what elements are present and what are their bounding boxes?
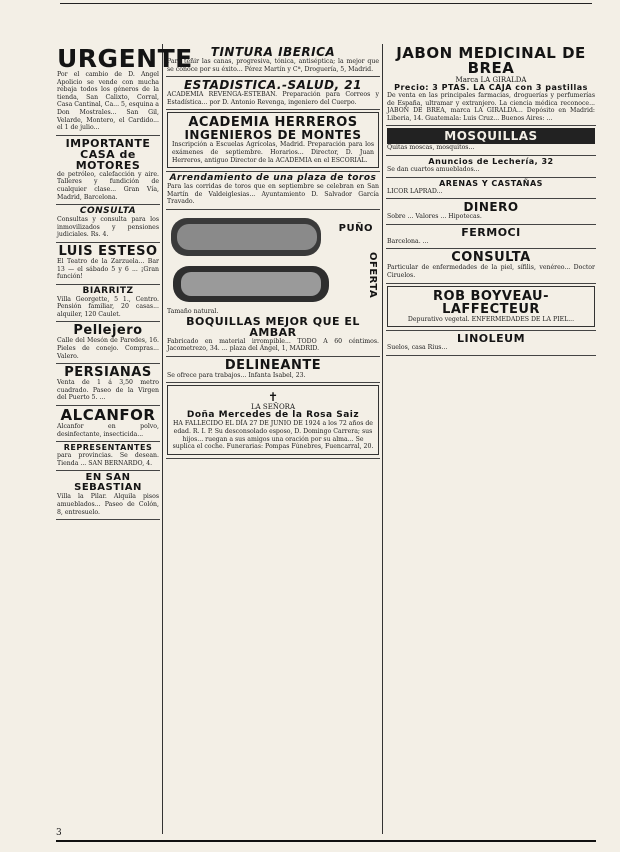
ad-text: Villa Georgette, 5 1., Centro. Pensión familiar, 20 casas... alquiler, 120 Caulet. xyxy=(57,295,159,318)
ad-text: de petróleo, calefacción y aire. Talleres y fundición de cualquier clase... Gran Vía, Madrid, Barcelona. xyxy=(57,170,159,201)
ad-title: CONSULTA xyxy=(451,250,531,266)
ad-title: LINOLEUM xyxy=(456,332,526,346)
ad-text: Quitas moscas, mosquitos... xyxy=(387,144,475,152)
ad-text: para provincias. Se desean. Tienda ... SAN BERNARDO, 4. xyxy=(57,452,159,467)
ad-urgente xyxy=(56,44,193,136)
ad-title: IMPORTANTE CASA de MOTORES xyxy=(65,136,151,172)
ad-text: Para teñir las canas, progresiva, tónica, antiséptica; la mejor que se conoce por su éxito... Pérez Martín y Cª, Droguería, 5, Madrid. xyxy=(167,58,379,73)
ad-alcanfor xyxy=(56,406,160,442)
ad-jabon-brea xyxy=(386,44,596,126)
bottom-rule xyxy=(56,840,596,842)
notice-pre: LA SEÑORA xyxy=(250,403,296,412)
ad-title: ACADEMIA HERREROS xyxy=(188,115,358,131)
column-2 xyxy=(166,44,380,834)
ad-title: ESTADISTICA.-SALUD, 21 xyxy=(183,78,362,93)
ad-estadistica xyxy=(166,77,380,110)
ad-text: De venta en las principales farmacias, droguerías y perfumerías de España, ultramar y extranjero. La ciencia médica reconoce... JABON DE BREA, marca LA GIRALDA... Depósito en Madrid: Liberia, 14. Guatemala: Luis Cruz... Buenos Aires: ... xyxy=(387,92,595,122)
ad-text: Villa la Pilar. Alquila pisos amueblados... Paseo de Colón, 8, entresuelo. xyxy=(57,493,159,516)
ad-text: Particular de enfermedades de la piel, sífilis, venéreo... Doctor Ciruelos. xyxy=(387,264,595,279)
image-caption: Tamaño natural. xyxy=(167,307,219,315)
ad-text: El Teatro de la Zarzuela... Bar 13 — el sábado 5 y 6 ... ¡Gran función! xyxy=(57,257,159,281)
ad-text: Se ofrece para trabajos... Infanta Isabel, 23. xyxy=(167,371,306,379)
ad-lecheria xyxy=(386,156,596,178)
ad-title: BOQUILLAS MEJOR QUE EL AMBAR xyxy=(186,314,360,339)
ad-text: Fabricado en material irrompible... TODO A 60 céntimos. Jacometrezo, 34. ... plaza del Ángel, 1, MADRID. xyxy=(167,337,379,353)
ad-subtitle: INGENIEROS DE MONTES xyxy=(184,128,362,143)
ad-biarritz xyxy=(56,285,160,323)
ad-title: TINTURA IBERICA xyxy=(210,45,336,59)
top-rule xyxy=(60,3,592,4)
ad-title: PERSIANAS xyxy=(64,365,152,381)
ad-representantes xyxy=(56,442,160,471)
ad-text: Depurativo vegetal. ENFERMEDADES DE LA PIEL... xyxy=(407,315,575,323)
cross-icon: ✝ xyxy=(267,390,279,405)
ad-consulta xyxy=(386,249,596,283)
column-3 xyxy=(386,44,596,834)
ad-title: Pellejero xyxy=(73,323,143,339)
ad-title: REPRESENTANTES xyxy=(63,443,153,453)
ad-persianas xyxy=(56,364,160,406)
ad-title: ALCANFOR xyxy=(60,406,156,425)
ad-text: Consultas y consulta para los inmovilizados y pensiones judiciales. Rs. 4. xyxy=(57,216,159,239)
ad-title: CONSULTA xyxy=(79,206,137,217)
notice-text: HA FALLECIDO EL DÍA 27 DE JUNIO DE 1924 a los 72 años de edad. R. I. P. Su desconsolado esposo, D. Domingo Carrera; sus hijos... ruegan a sus amigos una oración por su alma... Se suplica el coche. Funerarias: Pompas Fúnebres, Fuencarral, 20. xyxy=(172,420,374,451)
cigarette-holder-illustration xyxy=(167,212,335,308)
ad-text: Se dan cuartos amueblados... xyxy=(387,165,480,173)
column-divider xyxy=(382,44,383,834)
ad-text: Inscripción a Escuelas Agrícolas, Madrid. Preparación para los exámenes de septiembre. Horarios... Director, D. Juan Herreros, antiguo Director de la ACADEMIA en el ESCORIAL. xyxy=(172,141,374,164)
ad-title: Arrendamiento de una plaza de toros xyxy=(169,173,377,184)
ad-academia xyxy=(166,110,380,172)
column-divider xyxy=(162,44,163,834)
death-notice xyxy=(166,383,380,458)
ad-licor xyxy=(386,178,596,200)
ad-brand: Marca LA GIRALDA xyxy=(455,76,527,84)
ad-title: MOSQUILLAS xyxy=(387,128,595,144)
ad-text: Venta de 1 á 3,50 metro cuadrado. Paseo de la Virgen del Puerto 5. ... xyxy=(57,379,159,402)
ad-dinero xyxy=(386,199,596,225)
ad-text: Para las corridas de toros que en septiembre se celebran en San Martín de Valdeiglesias... Ayuntamiento D. Salvador García Travado. xyxy=(167,183,379,206)
label-oferta: OFERTA xyxy=(367,251,378,299)
ad-price: Precio: 3 PTAS. LA CAJA con 3 pastillas xyxy=(394,83,588,92)
page-corner-mark: 3 xyxy=(56,828,62,838)
ad-title: DINERO xyxy=(463,200,519,215)
notice-name: Doña Mercedes de la Rosa Saiz xyxy=(186,410,360,421)
ad-title: DELINEANTE xyxy=(224,357,322,373)
ad-fermoci xyxy=(386,225,596,250)
ad-title: Anuncios de Lechería, 32 xyxy=(428,156,554,166)
ad-title: JABON MEDICINAL DE BREA xyxy=(396,44,586,77)
ad-plaza-toros xyxy=(166,172,380,210)
ad-delineante xyxy=(166,357,380,384)
ad-text: ACADEMIA REVENGA-ESTEBAN. Preparación para Correos y Estadística... por D. Antonio Revenga, ingeniero del Cuerpo. xyxy=(167,91,379,106)
ad-title: FERMOCI xyxy=(461,225,521,239)
ad-text: Sobre ... Valores ... Hipotecas. xyxy=(387,213,482,221)
ad-mosquillas xyxy=(386,126,596,156)
ad-title: BIARRITZ xyxy=(82,285,134,296)
ad-title: ARENAS Y CASTAÑAS xyxy=(439,178,543,188)
ad-text: Barcelona. ... xyxy=(387,237,429,245)
ad-tintura xyxy=(166,44,380,77)
label-puno: PUÑO xyxy=(338,222,373,234)
ad-consulta-juridica xyxy=(56,205,160,243)
ad-san-sebastian xyxy=(56,471,160,520)
ad-title: LUIS ESTESO xyxy=(58,243,158,259)
ad-text: Alcanfor en polvo, desinfectante, insecticida... xyxy=(57,423,159,438)
ad-motores xyxy=(56,136,160,205)
ad-title: EN SAN SEBASTIAN xyxy=(74,472,142,494)
ad-title: ROB BOYVEAU-LAFFECTEUR xyxy=(433,288,549,317)
ad-text: Calle del Mesón de Paredes, 16. Pieles de conejo. Compras... Valero. xyxy=(57,337,159,360)
ad-text: LICOR LAPRAD... xyxy=(387,187,443,195)
newspaper-page xyxy=(56,0,596,852)
ad-linoleum xyxy=(386,331,596,356)
ad-luis-esteso xyxy=(56,243,160,285)
ad-text: Suelos, casa Rius... xyxy=(387,344,448,352)
ad-boquillas xyxy=(166,210,380,357)
ad-rob xyxy=(386,284,596,332)
ad-text: Por el cambio de D. Angel Apolicio se vende con mucha rebaja todos los géneros de la tienda, San Calixto, Corral, Casa Cantinal, Ca... 5, esquina a Don Mostrales... San Gil, Velarde, Montero, el Cardido... el 1 de julio... xyxy=(57,71,159,132)
ad-title: URGENTE xyxy=(57,44,193,73)
ad-pellejero xyxy=(56,322,160,364)
